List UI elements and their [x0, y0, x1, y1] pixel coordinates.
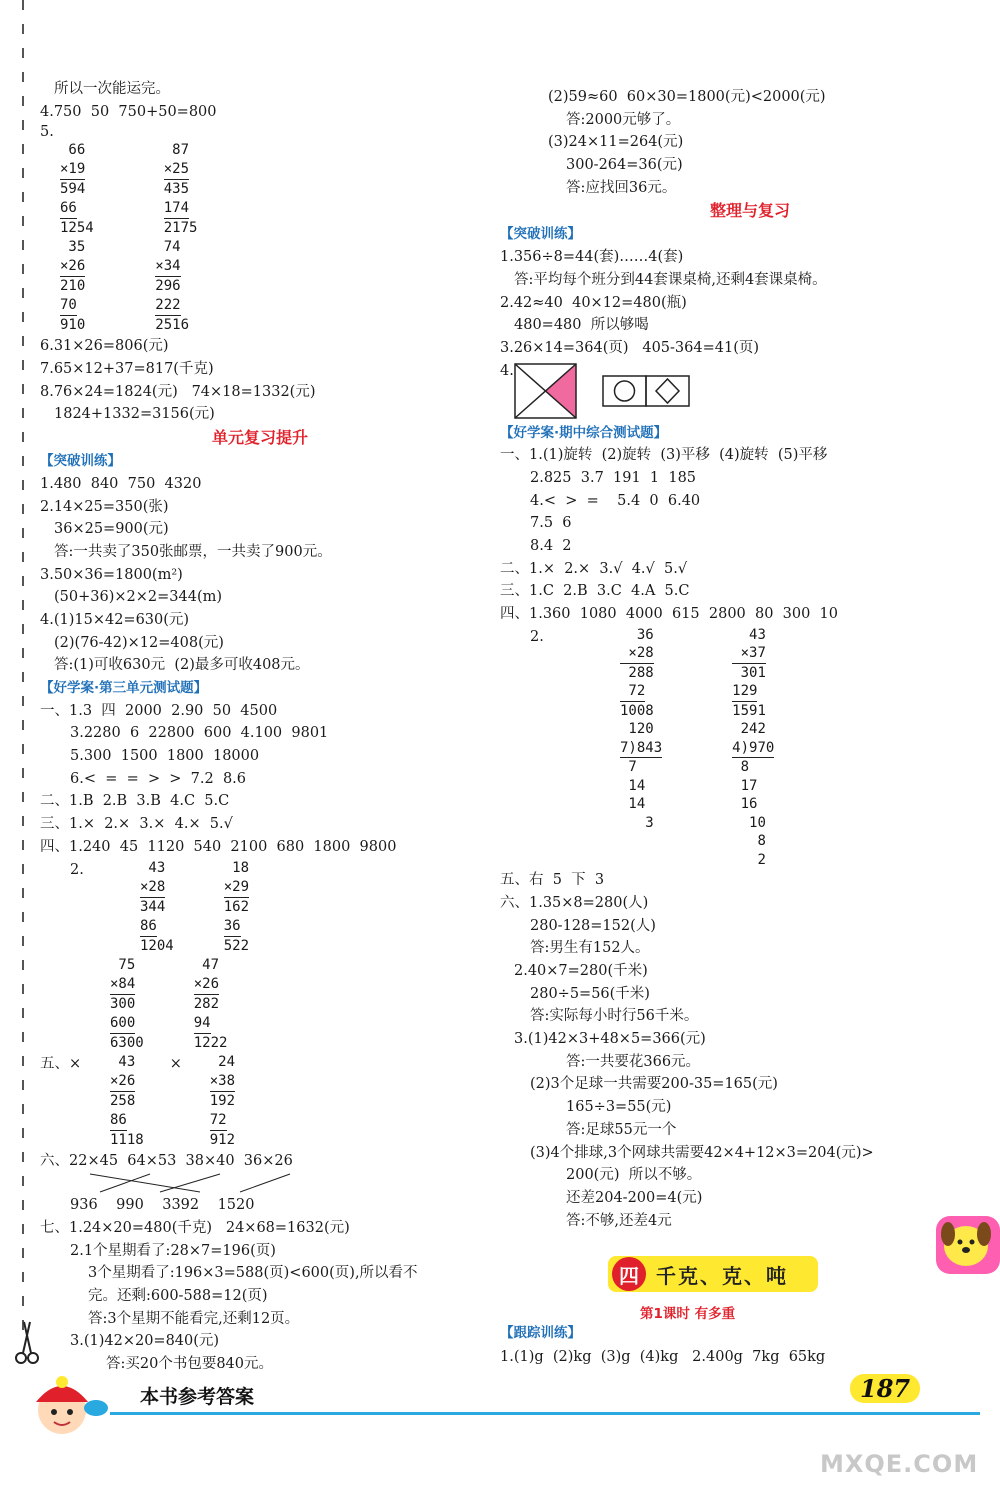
answer-line: 答:平均每个班分到44套课桌椅,还剩4套课桌椅。: [514, 271, 827, 288]
calc-line: 1118: [110, 1131, 144, 1148]
calc-line: 14: [620, 777, 646, 794]
calc-line: 66: [60, 199, 94, 219]
answer-line: 4.: [500, 362, 514, 379]
section-tag: 【跟踪训练】: [500, 1325, 581, 1341]
answer-line: 答:不够,还差4元: [566, 1212, 672, 1229]
calc-line: 43: [732, 626, 766, 643]
section-tag: 【好学案·第三单元测试题】: [40, 680, 208, 696]
lesson-title: 第1课时 有多重: [640, 1306, 736, 1322]
calc-line: 72: [620, 682, 662, 702]
watermark: MXQE.COM: [820, 1450, 979, 1478]
answer-line: 7.5 6: [530, 515, 572, 532]
answer-line: 还差204-200=4(元): [566, 1189, 703, 1206]
calc-line: 16: [732, 796, 758, 813]
answer-line: 2.1个星期看了:28×7=196(页): [70, 1242, 276, 1259]
vertical-calc: [155, 238, 189, 335]
answer-line: 1.356÷8=44(套)……4(套): [500, 249, 684, 266]
calc-line: ×29: [224, 878, 249, 898]
calc-line: 192: [209, 1092, 236, 1109]
answer-line: 480=480 所以够喝: [514, 317, 649, 334]
calc-line: 7: [620, 759, 637, 776]
cartoon-kid-mascot-icon: [22, 1368, 112, 1440]
vertical-calc: [224, 859, 249, 956]
calc-line: 300: [110, 995, 136, 1012]
triangle-square-icon: [514, 362, 578, 420]
footer-title: 本书参考答案: [140, 1386, 255, 1408]
answer-line: 2.: [530, 628, 544, 645]
answer-line: 答:(1)可收630元 (2)最多可收408元。: [54, 657, 310, 674]
section-tag: 【好学案·期中综合测试题】: [500, 424, 668, 441]
calc-line: 74: [155, 239, 181, 256]
calc-line: 296: [155, 278, 181, 295]
calc-line: 2175: [163, 220, 198, 237]
answer-line: 三、1.× 2.× 3.× 4.× 5.√: [40, 816, 233, 833]
answer-line: 36×25=900(元): [54, 521, 169, 538]
answer-line: 8.4 2: [530, 538, 572, 554]
calc-line: 222: [155, 296, 189, 316]
calc-line: 1254: [60, 220, 94, 237]
answer-line: 3.2280 6 22800 600 4.100 9801: [70, 725, 329, 742]
answer-line: 答:3个星期不能看完,还剩12页。: [88, 1310, 300, 1327]
calc-line: 86: [140, 917, 174, 937]
vertical-calc: [164, 141, 198, 238]
vertical-calc: [210, 1053, 235, 1150]
answer-line: 答:一共卖了350张邮票，一共卖了900元。: [54, 543, 332, 560]
answer-line: 7.65×12+37=817(千克): [40, 361, 214, 378]
calc-line: 600: [110, 1014, 144, 1034]
calc-line: 66: [60, 142, 86, 159]
calc-line: 162: [223, 898, 250, 915]
answer-line: (2)3个足球一共需要200-35=165(元): [530, 1076, 778, 1093]
answer-line: (3)24×11=264(元): [548, 134, 684, 151]
chapter-number: 四: [612, 1257, 646, 1291]
calc-line: 18: [223, 859, 250, 876]
answer-line: 3.50×36=1800(m²): [40, 566, 183, 583]
calc-line: 522: [223, 937, 250, 954]
answer-line: 6.< = = > > 7.2 8.6: [70, 770, 247, 787]
answer-line: 五、×: [40, 1055, 82, 1072]
answer-line: 1824+1332=3156(元): [54, 406, 215, 423]
page-number: 187: [850, 1374, 920, 1403]
vertical-calc: [60, 141, 94, 238]
calc-line: ×84: [110, 975, 144, 995]
vertical-calc: [110, 1053, 144, 1150]
calc-line: ×26: [60, 257, 85, 277]
calc-line: 258: [110, 1092, 136, 1109]
calc-line: 8: [732, 759, 750, 776]
calc-line: 8: [732, 833, 766, 850]
calc-line: ×19: [60, 160, 94, 180]
answer-line: 2.40×7=280(千米): [514, 963, 648, 979]
shape-answers: [500, 360, 940, 422]
answer-line: 六、1.35×8=280(人): [500, 894, 649, 911]
answer-line: 答:实际每小时行56千米。: [530, 1008, 699, 1025]
vertical-calc: [140, 859, 174, 956]
answer-line: 答:男生有152人。: [530, 940, 650, 957]
calc-line: 910: [60, 317, 86, 334]
vertical-calc-group: [60, 141, 480, 238]
section-tag: 【突破训练】: [500, 226, 581, 243]
answer-line: 280-128=152(人): [530, 917, 656, 934]
answer-line: 4.(1)15×42=630(元): [40, 611, 190, 628]
section-title: 整理与复习: [709, 201, 790, 221]
calc-line: 43: [140, 859, 166, 876]
calc-line: 47: [193, 956, 220, 973]
calc-line: 3: [620, 814, 654, 831]
answer-line: 答:一共要花366元。: [566, 1053, 701, 1070]
calc-line: ×25: [164, 160, 198, 180]
calc-line: 120: [620, 721, 654, 738]
answer-line: (2)59≈60 60×30=1800(元)<2000(元): [548, 89, 826, 105]
vertical-calc: [60, 238, 85, 335]
answer-line: 2.: [70, 861, 84, 878]
calc-line: 10: [732, 814, 766, 831]
vertical-calc-group: [500, 626, 940, 870]
dog-mascot-icon: [936, 1212, 1000, 1274]
vertical-calc: [110, 956, 144, 1053]
chapter-title: 千克、克、吨: [656, 1263, 788, 1288]
calc-line: 1008: [620, 702, 654, 719]
answer-line: 二、1.B 2.B 3.B 4.C 5.C: [40, 793, 230, 810]
answer-line: 3.(1)42×20=840(元): [70, 1333, 220, 1350]
calc-line: 72: [210, 1111, 235, 1131]
calc-line: 1204: [140, 937, 174, 954]
calc-line: 94: [194, 1014, 228, 1034]
vertical-calc: [732, 626, 774, 870]
answer-line: 2.825 3.7 191 1 185: [530, 469, 697, 486]
calc-line: 2: [732, 851, 766, 868]
calc-line: 1591: [732, 702, 766, 719]
calc-line: 75: [110, 956, 136, 973]
answer-line: 4.750 50 750+50=800: [40, 103, 217, 120]
page-footer: [0, 1370, 1000, 1488]
answer-line: 四、1.240 45 1120 540 2100 680 1800 9800: [40, 838, 397, 855]
right-column: [500, 86, 940, 1232]
matching-lines: [80, 1172, 380, 1194]
calc-line: ×28: [620, 644, 662, 664]
vertical-calc: [194, 956, 228, 1053]
answer-line: 七、1.24×20=480(千克) 24×68=1632(元): [40, 1219, 350, 1236]
left-column: [40, 78, 480, 1376]
calc-line: 35: [60, 239, 86, 256]
answer-line: 五、右 5 下 3: [500, 872, 605, 889]
answer-line: (3)4个排球,3个网球共需要42×4+12×3=204(元)>: [530, 1144, 874, 1161]
answer-line: 所以一次能运完。: [54, 81, 170, 97]
answer-line: 2.14×25=350(张): [40, 498, 169, 515]
answer-line: 3个星期看了:196×3=588(页)<600(页),所以看不: [88, 1265, 418, 1282]
calc-line: 210: [60, 278, 86, 295]
vertical-calc-group: [40, 859, 480, 956]
answer-line: 5.: [40, 124, 54, 141]
calc-line: 435: [163, 181, 190, 198]
calc-line: 282: [193, 995, 220, 1012]
answer-line: 答:足球55元一个: [566, 1121, 677, 1138]
answer-line: 答:买20个书包要840元。: [106, 1356, 274, 1372]
answer-line: (2)(76-42)×12=408(元): [54, 634, 224, 651]
vertical-calc-group: [40, 956, 480, 1053]
answer-line: 三、1.C 2.B 3.C 4.A 5.C: [500, 583, 690, 600]
calc-line: 2516: [155, 317, 190, 334]
answer-line: 答:应找回36元。: [566, 179, 677, 196]
calc-line: 43: [110, 1053, 136, 1070]
calc-line: ×28: [140, 878, 174, 898]
calc-line: ×26: [194, 975, 228, 995]
answer-line: 六、22×45 64×53 38×40 36×26: [40, 1152, 293, 1169]
answer-line: 1.480 840 750 4320: [40, 475, 202, 492]
answer-line: 1.(1)g (2)kg (3)g (4)kg 2.400g 7kg 65kg: [500, 1349, 826, 1365]
answer-line: 完。还剩:600-588=12(页): [88, 1287, 268, 1304]
circle-diamond-icon: [602, 374, 692, 408]
answer-line: 4.< > = 5.4 0 6.40: [530, 492, 701, 509]
calc-line: 17: [732, 777, 758, 794]
answer-line: 165÷3=55(元): [566, 1099, 672, 1116]
answer-line: 一、1.3 四 2000 2.90 50 4500: [40, 702, 278, 719]
calc-line: ×37: [732, 644, 774, 664]
calc-line: 288: [620, 664, 654, 681]
answer-line: 答:2000元够了。: [566, 111, 681, 128]
calc-line: 36: [224, 917, 249, 937]
answer-line: 200(元) 所以不够。: [566, 1167, 702, 1184]
calc-line: 70: [60, 296, 85, 316]
footer-divider: [110, 1412, 980, 1415]
vertical-calc-group: [40, 1053, 480, 1150]
cut-line: [22, 0, 24, 1330]
calc-line: 242: [732, 721, 766, 738]
answer-line: 936 990 3392 1520: [70, 1197, 255, 1214]
scissors-icon: [14, 1320, 40, 1366]
calc-line: ×38: [210, 1072, 235, 1092]
calc-line: 129: [732, 682, 774, 702]
answer-line: 2.42≈40 40×12=480(瓶): [500, 294, 687, 311]
answer-line: ×: [169, 1055, 182, 1072]
calc-line: 36: [620, 626, 654, 643]
answer-line: 一、1.(1)旋转 (2)旋转 (3)平移 (4)旋转 (5)平移: [500, 447, 828, 464]
answer-line: 280÷5=56(千米): [530, 985, 650, 1002]
vertical-calc: [620, 626, 662, 870]
vertical-calc-group: [60, 238, 480, 335]
calc-line: 174: [164, 199, 198, 219]
answer-line: 3.26×14=364(页) 405-364=41(页): [500, 339, 760, 356]
calc-line: 344: [140, 898, 166, 915]
calc-line: 86: [110, 1111, 144, 1131]
calc-line: 301: [732, 664, 766, 681]
calc-line: 4)970: [732, 739, 774, 759]
answer-line: 3.(1)42×3+48×5=366(元): [514, 1031, 706, 1048]
chapter-header: [608, 1256, 818, 1292]
answer-line: 四、1.360 1080 4000 615 2800 80 300 10: [500, 606, 838, 623]
answer-line: 8.76×24=1824(元) 74×18=1332(元): [40, 383, 316, 400]
calc-line: 1222: [193, 1034, 228, 1051]
calc-line: 7)843: [620, 739, 662, 759]
calc-line: 6300: [110, 1034, 144, 1051]
section-tag: 【突破训练】: [40, 453, 121, 470]
calc-line: 87: [163, 142, 190, 159]
answer-line: (50+36)×2×2=344(m): [54, 589, 223, 606]
answer-line: 5.300 1500 1800 18000: [70, 748, 260, 765]
calc-line: 24: [209, 1053, 236, 1070]
calc-line: 14: [620, 796, 646, 813]
answer-line: 二、1.× 2.× 3.√ 4.√ 5.√: [500, 560, 688, 577]
calc-line: 594: [60, 181, 86, 198]
calc-line: 912: [209, 1131, 236, 1148]
calc-line: ×34: [155, 257, 189, 277]
calc-line: ×26: [110, 1072, 144, 1092]
answer-line: 6.31×26=806(元): [40, 338, 169, 355]
answer-line: 300-264=36(元): [566, 157, 683, 174]
section-title: 单元复习提升: [211, 428, 308, 448]
